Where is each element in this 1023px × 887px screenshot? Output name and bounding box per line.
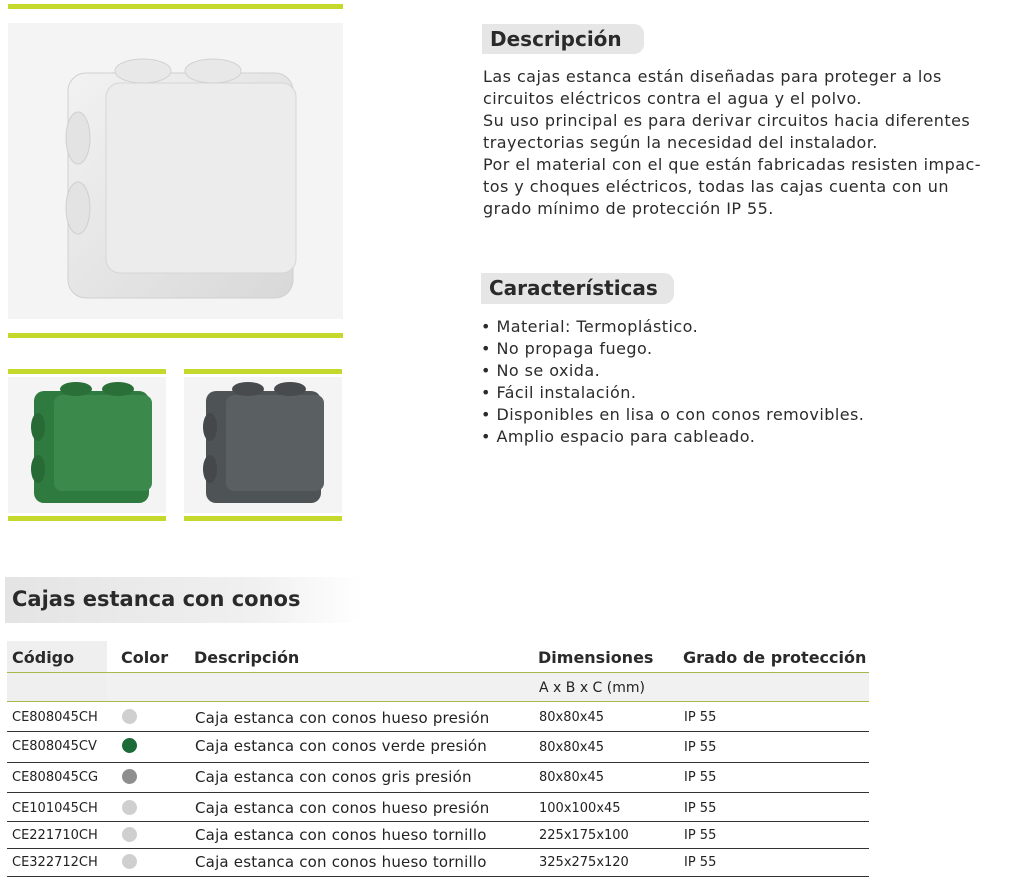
list-item: • Fácil instalación.: [481, 382, 864, 404]
row-code: CE221710CH: [12, 828, 98, 843]
descripcion-heading: Descripción: [482, 24, 644, 54]
header-color: Color: [121, 648, 169, 667]
table-title: Cajas estanca con conos: [12, 587, 301, 611]
descripcion-line: grado mínimo de protección IP 55.: [483, 199, 774, 218]
descripcion-line: Por el material con el que están fabricadas resisten impac-: [483, 155, 981, 174]
row-description: Caja estanca con conos hueso tornillo: [195, 853, 487, 871]
row-dimensions: 80x80x45: [539, 770, 605, 785]
color-dot-icon: [122, 854, 137, 869]
row-divider: [7, 731, 869, 732]
row-code: CE101045CH: [12, 801, 98, 816]
row-protection: IP 55: [684, 740, 717, 755]
row-protection: IP 55: [684, 855, 717, 870]
row-protection: IP 55: [684, 710, 717, 725]
header-description: Descripción: [194, 648, 300, 667]
row-divider: [7, 876, 869, 877]
color-dot-icon: [122, 800, 137, 815]
box-gris-icon: [184, 377, 342, 513]
table-row: [0, 764, 880, 794]
row-dimensions: 225x175x100: [539, 828, 629, 843]
header-divider: [7, 672, 869, 673]
row-dimensions: 80x80x45: [539, 710, 605, 725]
list-item: • No propaga fuego.: [481, 338, 864, 360]
row-description: Caja estanca con conos verde presión: [195, 737, 487, 755]
row-divider: [7, 762, 869, 763]
header-code: Código: [12, 648, 75, 667]
accent-bar-top: [8, 4, 343, 9]
caracteristicas-list: [481, 316, 864, 448]
row-protection: IP 55: [684, 770, 717, 785]
color-dot-icon: [122, 769, 137, 784]
descripcion-line: tos y choques eléctricos, todas las cajas cuenta con un: [483, 177, 949, 196]
header-protection: Grado de protección: [683, 648, 867, 667]
color-dot-icon: [122, 709, 137, 724]
table-subheader-background: [7, 673, 869, 701]
caracteristicas-heading: Características: [481, 273, 674, 304]
descripcion-text: [483, 66, 1010, 220]
row-dimensions: 100x100x45: [539, 801, 621, 816]
row-protection: IP 55: [684, 801, 717, 816]
row-code: CE808045CV: [12, 739, 97, 754]
accent-bar-middle: [8, 333, 343, 338]
descripcion-line: circuitos eléctricos contra el agua y el polvo.: [483, 89, 862, 108]
row-code: CE808045CH: [12, 710, 98, 725]
color-dot-icon: [122, 827, 137, 842]
row-description: Caja estanca con conos gris presión: [195, 768, 472, 786]
row-dimensions: 80x80x45: [539, 740, 605, 755]
dimensions-unit: A x B x C (mm): [539, 680, 645, 696]
row-divider: [7, 792, 869, 793]
accent-bar-green-bottom: [8, 516, 166, 521]
list-item: • Disponibles en lisa o con conos removibles.: [481, 404, 864, 426]
row-divider: [7, 821, 869, 822]
box-hueso-icon: [8, 23, 343, 319]
color-dot-icon: [122, 738, 137, 753]
accent-bar-green-top: [8, 369, 166, 374]
descripcion-line: Las cajas estanca están diseñadas para proteger a los: [483, 67, 942, 86]
descripcion-line: Su uso principal es para derivar circuitos hacia diferentes: [483, 111, 971, 130]
accent-bar-gray-top: [184, 369, 342, 374]
table-row: [0, 704, 880, 734]
row-description: Caja estanca con conos hueso presión: [195, 709, 490, 727]
product-photo-verde: [8, 377, 166, 513]
list-item: • Amplio espacio para cableado.: [481, 426, 864, 448]
descripcion-line: trayectorias según la necesidad del instalador.: [483, 133, 878, 152]
list-item: • Material: Termoplástico.: [481, 316, 864, 338]
product-photo-gris: [184, 377, 342, 513]
row-code: CE322712CH: [12, 855, 98, 870]
row-code: CE808045CG: [12, 770, 99, 785]
row-divider: [7, 848, 869, 849]
row-protection: IP 55: [684, 828, 717, 843]
row-description: Caja estanca con conos hueso tornillo: [195, 826, 487, 844]
row-description: Caja estanca con conos hueso presión: [195, 799, 490, 817]
subheader-divider: [7, 701, 869, 702]
header-dimensions: Dimensiones: [538, 648, 654, 667]
box-verde-icon: [8, 377, 166, 513]
product-photo-hueso: [8, 23, 343, 319]
table-row: [0, 733, 880, 763]
accent-bar-gray-bottom: [184, 516, 342, 521]
list-item: • No se oxida.: [481, 360, 864, 382]
row-dimensions: 325x275x120: [539, 855, 629, 870]
